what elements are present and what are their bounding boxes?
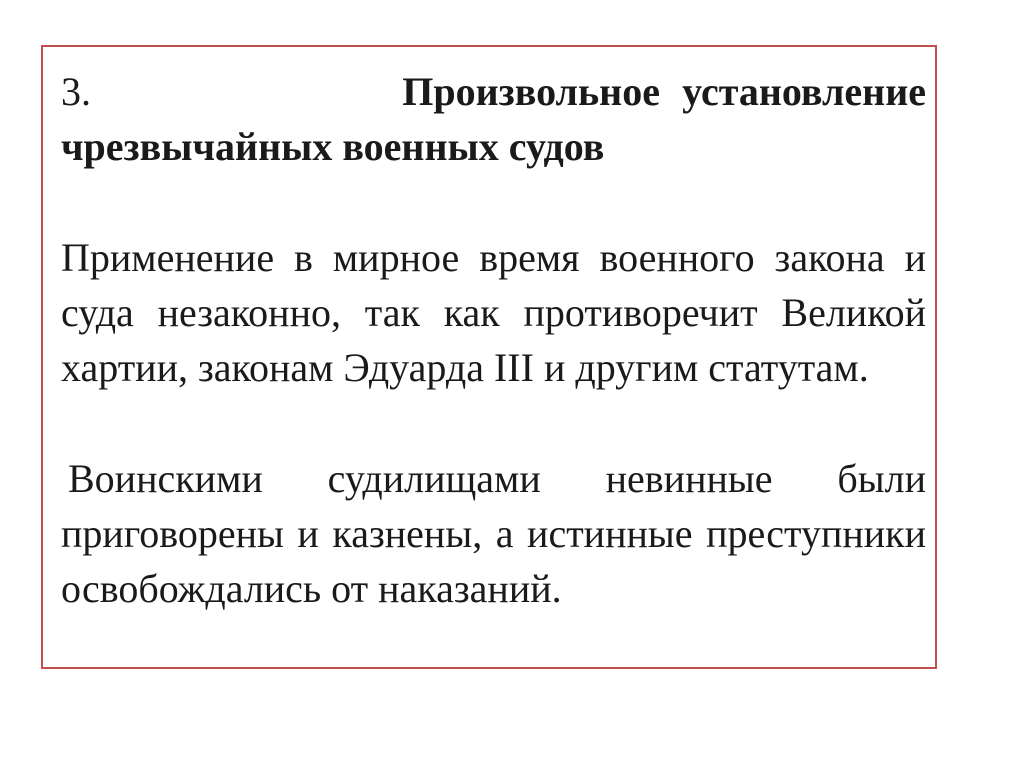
spacer: [61, 395, 926, 451]
slide-heading: [61, 64, 926, 174]
heading-title: Произвольное установление чрезвычайных военных судов: [61, 69, 927, 169]
paragraph-2: Воинскими судилищами невинные были приговорены и казнены, а истинные преступники освобождались от наказаний.: [61, 456, 926, 611]
spacer: [61, 174, 926, 230]
heading-number: 3.: [61, 69, 91, 114]
slide-content: [61, 64, 926, 616]
paragraph-1: Применение в мирное время военного закона и суда незаконно, так как противоречит Великой хартии, законам Эдуарда III и другим статутам.: [61, 235, 926, 390]
